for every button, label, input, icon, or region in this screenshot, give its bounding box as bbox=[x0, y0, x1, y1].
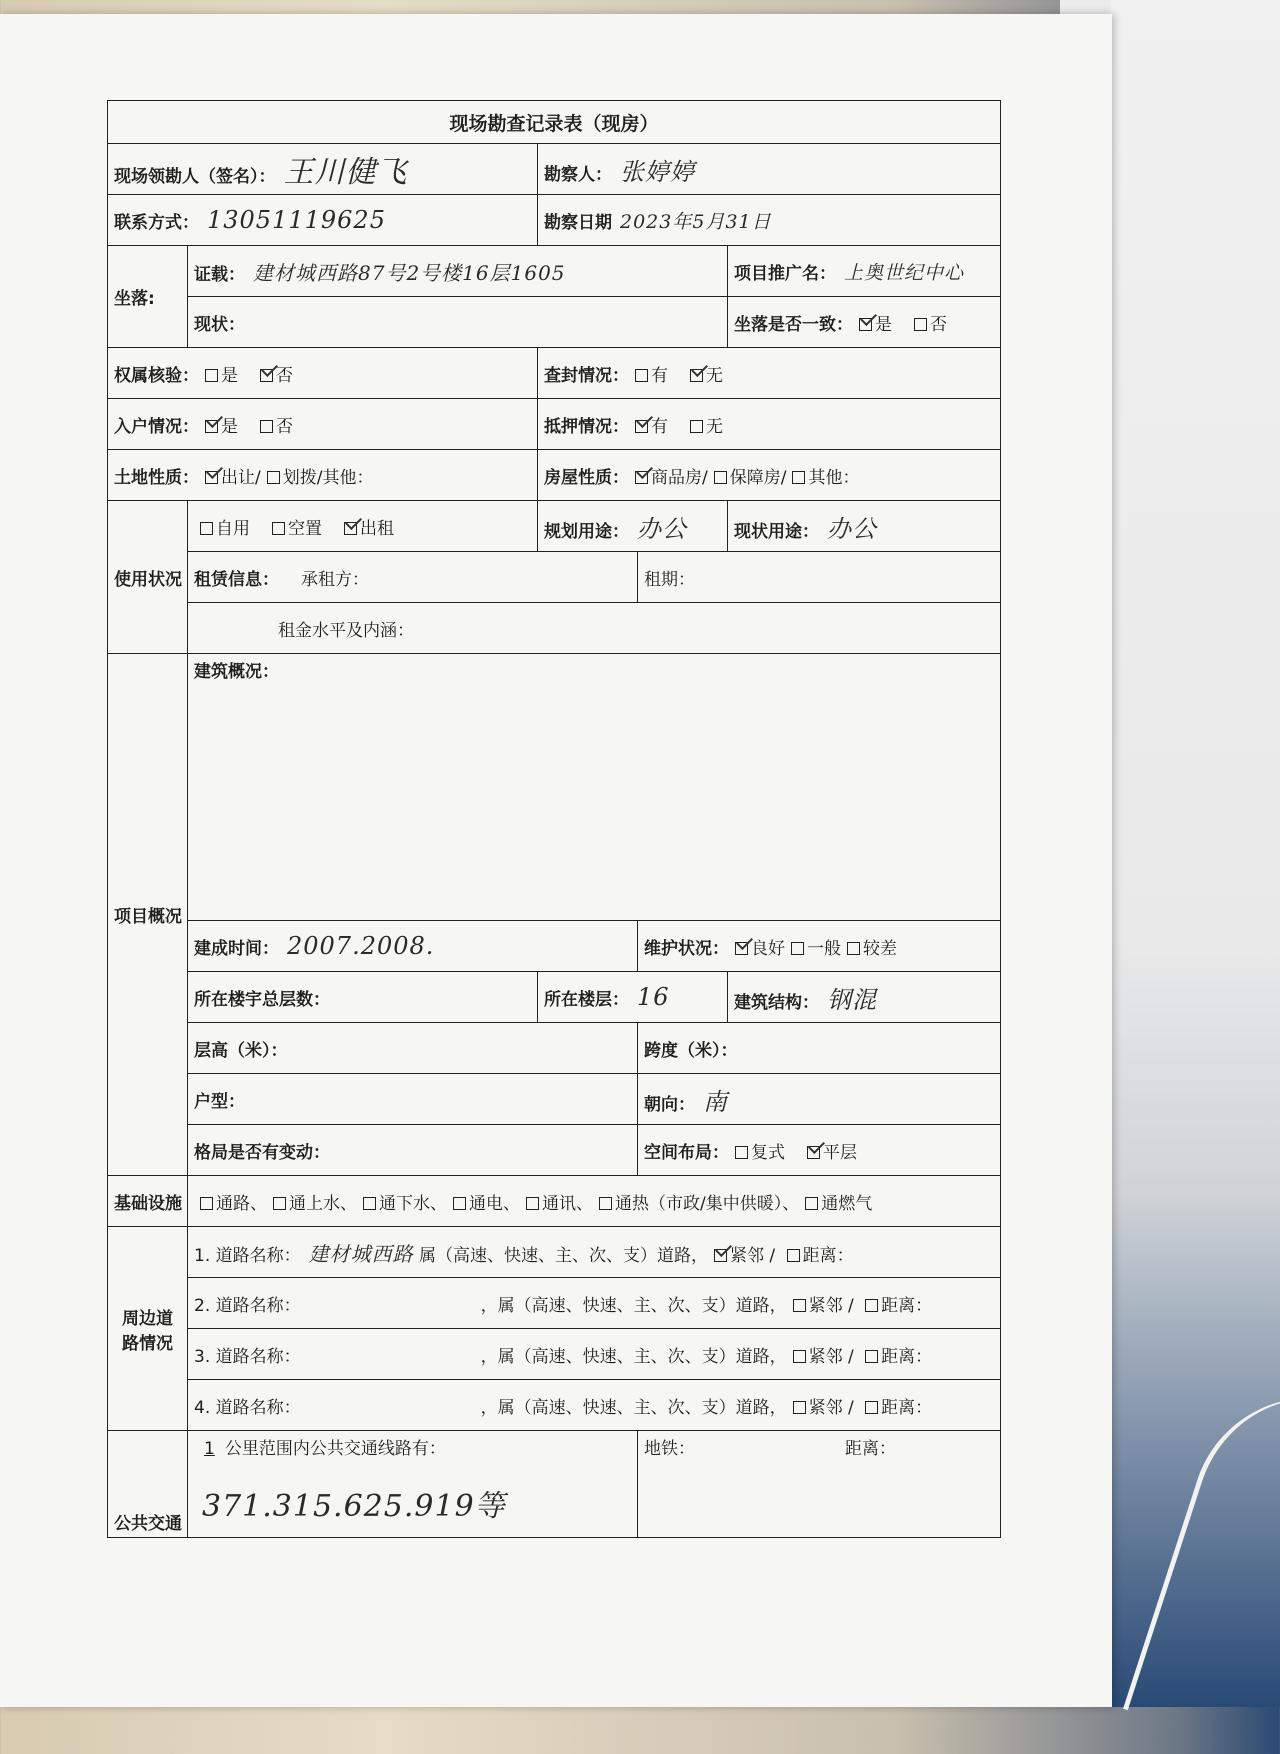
structure-label: 建筑结构： bbox=[734, 992, 819, 1013]
floor-height-label: 层高（米）： bbox=[194, 1040, 288, 1061]
road-name-label: 3. 道路名称： bbox=[194, 1346, 301, 1367]
checkbox-road-distance[interactable] bbox=[865, 1350, 878, 1363]
building-overview-cell bbox=[188, 654, 1001, 921]
infrastructure-label: 基础设施 bbox=[108, 1176, 188, 1227]
total-floors-cell bbox=[188, 972, 538, 1023]
orientation-label: 朝向： bbox=[644, 1094, 695, 1115]
current-use-label: 现状用途： bbox=[734, 521, 819, 542]
checkbox-house-commercial[interactable] bbox=[635, 471, 648, 484]
checkbox-road-distance[interactable] bbox=[865, 1299, 878, 1312]
road-type-label: 属（高速、快速、主、次、支）道路， bbox=[419, 1245, 709, 1266]
plan-use-label: 规划用途： bbox=[544, 521, 629, 542]
house-affordable-label: 保障房/ bbox=[729, 467, 787, 488]
consistent-cell bbox=[728, 297, 1001, 348]
checkbox-entry-no[interactable] bbox=[260, 420, 273, 433]
inspector-label: 勘察人： bbox=[544, 164, 612, 185]
checkbox-maint-poor[interactable] bbox=[847, 942, 860, 955]
tenant-label: 承租方： bbox=[301, 569, 369, 590]
checkbox-seal-yes[interactable] bbox=[635, 369, 648, 382]
infra-heat-label: 通热（市政/集中供暖）、 bbox=[615, 1193, 800, 1214]
form-title: 现场勘查记录表（现房） bbox=[108, 101, 1001, 144]
checkbox-land-transfer[interactable] bbox=[205, 471, 218, 484]
road-type-label: ，属（高速、快速、主、次、支）道路， bbox=[480, 1295, 787, 1316]
status-cell bbox=[188, 297, 728, 348]
current-use-cell bbox=[728, 501, 1001, 552]
road-adjacent-label: 紧邻 bbox=[808, 1346, 843, 1367]
infrastructure-cell bbox=[188, 1176, 1001, 1227]
metro-label: 地铁： bbox=[644, 1439, 695, 1459]
project-overview-label: 项目概况 bbox=[108, 654, 188, 1176]
checkbox-ownership-yes[interactable] bbox=[205, 369, 218, 382]
checkbox-road-distance[interactable] bbox=[787, 1249, 800, 1262]
floor-value: 16 bbox=[637, 983, 670, 1011]
road-distance-label: 距离： bbox=[802, 1245, 854, 1266]
checkbox-house-affordable[interactable] bbox=[714, 471, 727, 484]
layout-change-cell bbox=[188, 1125, 638, 1176]
entry-no-label: 否 bbox=[276, 416, 293, 437]
building-overview-label: 建筑概况： bbox=[194, 662, 279, 682]
checkbox-usage-rent[interactable] bbox=[344, 522, 357, 535]
usage-rent-label: 出租 bbox=[360, 518, 394, 539]
lease-label: 租赁信息： bbox=[194, 569, 279, 590]
house-type-label: 房屋性质： bbox=[544, 467, 629, 488]
road-name-label: 1. 道路名称： bbox=[194, 1245, 301, 1266]
checkbox-road-adjacent[interactable] bbox=[714, 1249, 727, 1262]
seal-no-label: 无 bbox=[706, 365, 723, 386]
road-distance-label: 距离： bbox=[881, 1346, 933, 1367]
road-distance-label: 距离： bbox=[881, 1397, 933, 1418]
contact-label: 联系方式： bbox=[114, 213, 199, 233]
ownership-cell bbox=[108, 348, 538, 399]
floor-cell bbox=[538, 972, 728, 1023]
cert-label: 证载： bbox=[194, 264, 245, 285]
checkbox-infra-drain[interactable] bbox=[363, 1197, 376, 1210]
road-row: 4. 道路名称： ，属（高速、快速、主、次、支）道路， 紧邻 / 距离： bbox=[188, 1380, 1001, 1431]
checkbox-road-distance[interactable] bbox=[865, 1401, 878, 1414]
land-cell bbox=[108, 450, 538, 501]
mortgage-label: 抵押情况： bbox=[544, 416, 629, 437]
road-adjacent-label: 紧邻 bbox=[808, 1295, 843, 1316]
metro-distance-label: 距离： bbox=[845, 1439, 896, 1459]
leader-signature: 王川健飞 bbox=[283, 155, 408, 190]
land-label: 土地性质： bbox=[114, 467, 199, 488]
structure-value: 钢混 bbox=[827, 985, 877, 1014]
road-type-label: ，属（高速、快速、主、次、支）道路， bbox=[480, 1346, 787, 1367]
span-cell bbox=[638, 1023, 1001, 1074]
road-row: 2. 道路名称： ，属（高速、快速、主、次、支）道路， 紧邻 / 距离： bbox=[188, 1278, 1001, 1329]
house-type-cell bbox=[538, 450, 1001, 501]
checkbox-mortgage-yes[interactable] bbox=[635, 420, 648, 433]
cert-value: 建材城西路87号2号楼16层1605 bbox=[253, 260, 566, 285]
orientation-value: 南 bbox=[703, 1087, 728, 1116]
transit-radius-value: 1 bbox=[204, 1439, 215, 1459]
land-allocate-label: 划拨 bbox=[282, 467, 317, 488]
built-time-label: 建成时间： bbox=[194, 939, 279, 959]
checkbox-infra-water[interactable] bbox=[273, 1197, 286, 1210]
checkbox-flat[interactable] bbox=[807, 1146, 820, 1159]
consistent-label: 坐落是否一致： bbox=[734, 314, 853, 335]
survey-form-sheet bbox=[0, 14, 1112, 1707]
infra-water-label: 通上水、 bbox=[289, 1193, 357, 1214]
plan-use-value: 办公 bbox=[637, 514, 687, 543]
project-name-label: 项目推广名： bbox=[734, 263, 836, 284]
infra-road-label: 通路、 bbox=[216, 1193, 267, 1214]
bus-cell bbox=[188, 1431, 638, 1538]
leader-cell bbox=[108, 144, 538, 195]
infra-telecom-label: 通讯、 bbox=[542, 1193, 593, 1214]
rent-level-label: 租金水平及内涵： bbox=[278, 620, 414, 641]
inspector-value: 张婷婷 bbox=[620, 157, 695, 186]
date-value: 2023年5月31日 bbox=[620, 210, 772, 233]
bus-value: 371.315.625.919等 bbox=[202, 1489, 506, 1524]
ownership-yes-label: 是 bbox=[221, 365, 238, 386]
infra-gas-label: 通燃气 bbox=[821, 1193, 873, 1214]
mortgage-cell bbox=[538, 399, 1001, 450]
term-label: 租期： bbox=[644, 569, 695, 590]
checkbox-maint-good[interactable] bbox=[735, 942, 748, 955]
checkbox-consistent-no[interactable] bbox=[914, 318, 927, 331]
road-row: 3. 道路名称： ，属（高速、快速、主、次、支）道路， 紧邻 / 距离： bbox=[188, 1329, 1001, 1380]
usage-label: 使用状况 bbox=[108, 501, 188, 654]
seal-label: 查封情况： bbox=[544, 365, 629, 386]
project-name-cell bbox=[728, 246, 1001, 297]
plan-use-cell bbox=[538, 501, 728, 552]
ownership-label: 权属核验： bbox=[114, 365, 199, 386]
checkbox-entry-yes[interactable] bbox=[205, 420, 218, 433]
checkbox-infra-heat[interactable] bbox=[599, 1197, 612, 1210]
checkbox-maint-normal[interactable] bbox=[791, 942, 804, 955]
unit-type-label: 户型： bbox=[194, 1091, 245, 1112]
land-other-label: /其他： bbox=[316, 467, 374, 488]
space-layout-cell bbox=[638, 1125, 1001, 1176]
unit-type-cell bbox=[188, 1074, 638, 1125]
road-adjacent-label: 紧邻 bbox=[730, 1245, 765, 1266]
built-time-cell bbox=[188, 921, 638, 972]
checkbox-infra-gas[interactable] bbox=[805, 1197, 818, 1210]
checkbox-mortgage-no[interactable] bbox=[690, 420, 703, 433]
consistent-yes-label: 是 bbox=[875, 314, 892, 335]
infra-drain-label: 通下水、 bbox=[379, 1193, 447, 1214]
layout-change-label: 格局是否有变动： bbox=[194, 1142, 330, 1163]
entry-yes-label: 是 bbox=[221, 416, 238, 437]
usage-options-cell bbox=[188, 501, 538, 552]
date-label: 勘察日期 bbox=[544, 212, 612, 233]
maintenance-cell bbox=[638, 921, 1001, 972]
infra-power-label: 通电、 bbox=[469, 1193, 520, 1214]
consistent-no-label: 否 bbox=[930, 314, 947, 335]
space-layout-label: 空间布局： bbox=[644, 1142, 729, 1163]
metro-cell bbox=[638, 1431, 1001, 1538]
maint-good-label: 良好 bbox=[751, 938, 785, 959]
checkbox-usage-self[interactable] bbox=[200, 522, 213, 535]
project-name-value: 上奥世纪中心 bbox=[844, 261, 965, 284]
checkbox-road-adjacent[interactable] bbox=[793, 1401, 806, 1414]
cert-cell bbox=[188, 246, 728, 297]
inspector-cell bbox=[538, 144, 1001, 195]
total-floors-label: 所在楼宇总层数： bbox=[194, 989, 330, 1010]
current-use-value: 办公 bbox=[827, 514, 877, 543]
mortgage-yes-label: 有 bbox=[651, 416, 668, 437]
contact-cell bbox=[108, 195, 538, 246]
location-label: 坐落: bbox=[108, 246, 188, 348]
floor-label: 所在楼层： bbox=[544, 990, 629, 1010]
checkbox-house-other[interactable] bbox=[792, 471, 805, 484]
house-commercial-label: 商品房/ bbox=[651, 467, 708, 488]
seal-yes-label: 有 bbox=[651, 365, 668, 386]
leader-label: 现场领勘人（签名）： bbox=[114, 167, 276, 187]
checkbox-seal-no[interactable] bbox=[690, 369, 703, 382]
road-distance-label: 距离： bbox=[881, 1295, 933, 1316]
checkbox-land-allocate[interactable] bbox=[267, 471, 280, 484]
checkbox-ownership-no[interactable] bbox=[260, 369, 273, 382]
checkbox-infra-telecom[interactable] bbox=[526, 1197, 539, 1210]
status-label: 现状： bbox=[194, 314, 245, 335]
roads-label: 周边道路情况 bbox=[108, 1227, 188, 1431]
term-cell bbox=[638, 552, 1001, 603]
survey-form-table bbox=[107, 100, 1001, 1538]
checkbox-infra-road[interactable] bbox=[200, 1197, 213, 1210]
floor-height-cell bbox=[188, 1023, 638, 1074]
date-cell bbox=[538, 195, 1001, 246]
checkbox-road-adjacent[interactable] bbox=[793, 1350, 806, 1363]
checkbox-consistent-yes[interactable] bbox=[859, 318, 872, 331]
land-transfer-label: 出让/ bbox=[221, 467, 261, 488]
checkbox-infra-power[interactable] bbox=[453, 1197, 466, 1210]
entry-label: 入户情况： bbox=[114, 416, 199, 437]
usage-vacant-label: 空置 bbox=[288, 518, 322, 539]
road-type-label: ，属（高速、快速、主、次、支）道路， bbox=[480, 1397, 787, 1418]
structure-cell bbox=[728, 972, 1001, 1023]
road-row: 1. 道路名称： 建材城西路 属（高速、快速、主、次、支）道路， 紧邻 / 距离： bbox=[188, 1227, 1001, 1278]
entry-cell bbox=[108, 399, 538, 450]
contact-value: 13051119625 bbox=[207, 206, 386, 234]
house-other-label: 其他： bbox=[808, 467, 860, 488]
ownership-no-label: 否 bbox=[276, 365, 293, 386]
duplex-label: 复式 bbox=[751, 1142, 785, 1163]
road-name-label: 2. 道路名称： bbox=[194, 1295, 301, 1316]
transit-label: 公共交通 bbox=[108, 1431, 188, 1538]
checkbox-usage-vacant[interactable] bbox=[272, 522, 285, 535]
flat-label: 平层 bbox=[823, 1142, 857, 1163]
orientation-cell bbox=[638, 1074, 1001, 1125]
maintenance-label: 维护状况： bbox=[644, 938, 729, 959]
road-adjacent-label: 紧邻 bbox=[808, 1397, 843, 1418]
span-label: 跨度（米）： bbox=[644, 1040, 738, 1061]
built-time-value: 2007.2008. bbox=[287, 932, 435, 960]
checkbox-duplex[interactable] bbox=[735, 1146, 748, 1159]
usage-self-label: 自用 bbox=[216, 518, 250, 539]
mortgage-no-label: 无 bbox=[706, 416, 723, 437]
checkbox-road-adjacent[interactable] bbox=[793, 1299, 806, 1312]
maint-poor-label: 较差 bbox=[863, 938, 897, 959]
road-name-label: 4. 道路名称： bbox=[194, 1397, 301, 1418]
maint-normal-label: 一般 bbox=[807, 938, 841, 959]
seal-cell bbox=[538, 348, 1001, 399]
lease-cell bbox=[188, 552, 638, 603]
bus-label: 公里范围内公共交通线路有： bbox=[224, 1439, 446, 1459]
road-name-value: 建材城西路 bbox=[308, 1241, 414, 1266]
rent-level-cell bbox=[188, 603, 1001, 654]
